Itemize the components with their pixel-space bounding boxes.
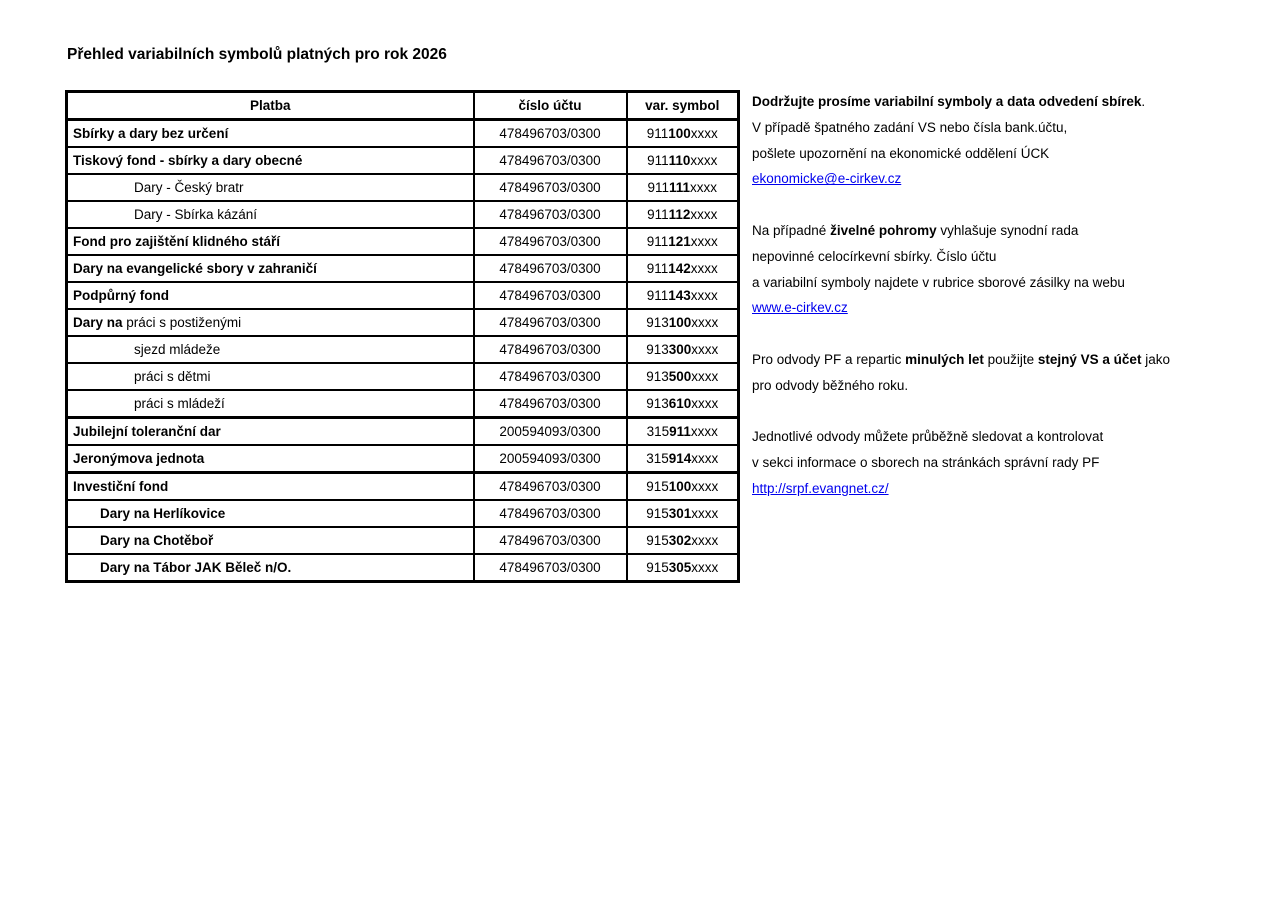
note-line <box>752 476 1222 502</box>
account-cell: 478496703/0300 <box>474 201 627 228</box>
vs-mid: 500 <box>668 369 692 384</box>
note-block <box>752 347 1222 399</box>
note-text-segment: pošlete upozornění na ekonomické oddělení ÚCK <box>752 145 1050 161</box>
vs-mid: 100 <box>668 315 692 330</box>
payment-cell <box>67 554 474 582</box>
account-cell: 478496703/0300 <box>474 473 627 501</box>
account-cell: 478496703/0300 <box>474 390 627 418</box>
vs-cell <box>627 255 739 282</box>
payment-cell <box>67 390 474 418</box>
vs-cell <box>627 473 739 501</box>
vs-mid: 610 <box>668 396 692 411</box>
vs-cell <box>627 390 739 418</box>
vs-mid: 143 <box>668 288 691 303</box>
table-row <box>67 228 739 255</box>
column-header-cislo-uctu: číslo účtu <box>474 92 627 120</box>
payment-label-segment: Tiskový fond - sbírky a dary obecné <box>73 153 303 168</box>
vs-prefix: 911 <box>646 126 669 141</box>
notes-panel <box>752 89 1222 502</box>
account-cell: 478496703/0300 <box>474 282 627 309</box>
note-block <box>752 89 1222 192</box>
account-cell: 478496703/0300 <box>474 255 627 282</box>
note-text-segment: v sekci informace o sborech na stránkách správní rady PF <box>752 455 1100 471</box>
note-text-segment: Dodržujte prosíme variabilní symboly a data odvedení sbírek <box>752 94 1142 109</box>
vs-prefix: 315 <box>646 451 669 466</box>
payment-cell <box>67 336 474 363</box>
note-text-segment: . <box>1141 94 1146 109</box>
column-header-platba: Platba <box>67 92 474 120</box>
payment-cell <box>67 282 474 309</box>
table-row <box>67 473 739 501</box>
vs-suffix: xxxx <box>690 180 718 195</box>
vs-mid: 302 <box>668 533 692 548</box>
payment-cell <box>67 445 474 473</box>
vs-mid: 914 <box>668 451 692 466</box>
vs-cell <box>627 554 739 582</box>
payment-label-segment: Fond pro zajištění klidného stáří <box>73 234 281 249</box>
note-block <box>752 218 1222 321</box>
payment-label-segment: Dary - Sbírka kázání <box>134 207 258 222</box>
note-line <box>752 141 1222 167</box>
vs-suffix: xxxx <box>691 560 719 575</box>
payment-label-segment: Dary - Český bratr <box>134 180 244 195</box>
table-row <box>67 418 739 446</box>
account-cell: 478496703/0300 <box>474 554 627 582</box>
note-line <box>752 89 1222 115</box>
note-text-segment: V případě špatného zadání VS nebo čísla bank.účtu, <box>752 119 1068 135</box>
account-cell: 478496703/0300 <box>474 147 627 174</box>
vs-mid: 112 <box>668 207 691 222</box>
payment-label-segment: Investiční fond <box>73 479 169 494</box>
payment-label-segment: práci s dětmi <box>134 369 211 384</box>
note-line <box>752 295 1222 321</box>
vs-suffix: xxxx <box>691 315 719 330</box>
vs-cell <box>627 147 739 174</box>
account-cell: 478496703/0300 <box>474 363 627 390</box>
vs-cell <box>627 174 739 201</box>
payment-label-segment: sjezd mládeže <box>134 342 221 357</box>
note-text-segment: použijte <box>983 351 1038 367</box>
account-cell: 478496703/0300 <box>474 500 627 527</box>
vs-cell <box>627 120 739 148</box>
payment-label-segment: Podpůrný fond <box>73 288 169 303</box>
note-text-segment: a variabilní symboly najdete v rubrice sborové zásilky na webu <box>752 274 1125 290</box>
note-line <box>752 166 1222 192</box>
account-cell: 478496703/0300 <box>474 120 627 148</box>
payment-cell <box>67 527 474 554</box>
payment-label-segment: práci s postiženými <box>126 315 242 330</box>
payment-label-segment: Dary na Herlíkovice <box>100 506 226 521</box>
account-cell: 478496703/0300 <box>474 527 627 554</box>
vs-suffix: xxxx <box>690 126 718 141</box>
table-row <box>67 120 739 148</box>
table-row <box>67 527 739 554</box>
note-text-segment: vyhlašuje synodní rada <box>936 222 1079 238</box>
payment-label-segment: Sbírky a dary bez určení <box>73 126 229 141</box>
vs-cell <box>627 363 739 390</box>
payment-label-segment: Dary na evangelické sbory v zahraničí <box>73 261 317 276</box>
payment-label-segment: Jubilejní toleranční dar <box>73 424 221 439</box>
note-text-segment: jako <box>1141 351 1170 367</box>
vs-suffix: xxxx <box>691 342 719 357</box>
note-line <box>752 244 1222 270</box>
vs-prefix: 915 <box>646 506 669 521</box>
vs-prefix: 911 <box>647 180 669 195</box>
vs-prefix: 913 <box>646 369 669 384</box>
table-row <box>67 500 739 527</box>
table-row <box>67 309 739 336</box>
note-line <box>752 424 1222 450</box>
vs-mid: 100 <box>668 479 692 494</box>
account-cell: 478496703/0300 <box>474 309 627 336</box>
column-header-var-symbol: var. symbol <box>627 92 739 120</box>
vs-prefix: 915 <box>646 533 669 548</box>
note-text-segment: nepovinné celocírkevní sbírky. Číslo účtu <box>752 248 997 264</box>
table-row <box>67 390 739 418</box>
account-cell: 478496703/0300 <box>474 228 627 255</box>
note-text-segment: pro odvody běžného roku. <box>752 377 909 393</box>
vs-prefix: 913 <box>646 396 669 411</box>
vs-mid: 911 <box>669 424 691 439</box>
vs-suffix: xxxx <box>691 451 719 466</box>
vs-prefix: 913 <box>646 342 669 357</box>
payment-cell <box>67 418 474 446</box>
vs-cell <box>627 309 739 336</box>
account-cell: 478496703/0300 <box>474 336 627 363</box>
vs-suffix: xxxx <box>691 479 719 494</box>
vs-prefix: 911 <box>646 234 669 249</box>
vs-cell <box>627 418 739 446</box>
vs-suffix: xxxx <box>690 424 718 439</box>
payment-label-segment: Dary na Chotěboř <box>100 533 214 548</box>
payment-cell <box>67 363 474 390</box>
vs-mid: 142 <box>668 261 691 276</box>
table-row <box>67 201 739 228</box>
vs-mid: 100 <box>668 126 691 141</box>
payment-cell <box>67 147 474 174</box>
note-line <box>752 347 1222 373</box>
note-text-segment: Pro odvody PF a repartic <box>752 351 906 367</box>
note-line <box>752 270 1222 296</box>
vs-suffix: xxxx <box>690 288 718 303</box>
table-row <box>67 255 739 282</box>
vs-mid: 121 <box>668 234 691 249</box>
vs-cell <box>627 201 739 228</box>
table-row <box>67 147 739 174</box>
payment-cell <box>67 255 474 282</box>
vs-prefix: 911 <box>647 207 669 222</box>
payment-label-segment: Dary na Tábor JAK Běleč n/O. <box>100 560 292 575</box>
payment-cell <box>67 309 474 336</box>
note-link[interactable]: ekonomicke@e-cirkev.cz <box>752 171 902 187</box>
table-row <box>67 174 739 201</box>
table-header-row <box>67 92 739 120</box>
vs-cell <box>627 336 739 363</box>
vs-prefix: 915 <box>646 560 669 575</box>
vs-cell <box>627 527 739 554</box>
vs-cell <box>627 282 739 309</box>
vs-mid: 300 <box>668 342 692 357</box>
vs-suffix: xxxx <box>691 369 719 384</box>
payment-label-segment: práci s mládeží <box>134 396 225 411</box>
vs-prefix: 915 <box>646 479 669 494</box>
table-row <box>67 282 739 309</box>
vs-prefix: 913 <box>646 315 669 330</box>
vs-cell <box>627 445 739 473</box>
vs-mid: 305 <box>668 560 692 575</box>
table-row <box>67 554 739 582</box>
vs-mid: 110 <box>668 153 691 168</box>
page-title: Přehled variabilních symbolů platných pro rok 2026 <box>67 46 447 63</box>
payment-cell <box>67 201 474 228</box>
vs-prefix: 911 <box>647 153 669 168</box>
vs-mid: 301 <box>668 506 692 521</box>
vs-suffix: xxxx <box>691 396 719 411</box>
table-row <box>67 336 739 363</box>
payment-cell <box>67 228 474 255</box>
note-text-segment: živelné pohromy <box>830 222 937 238</box>
vs-suffix: xxxx <box>691 506 719 521</box>
note-text-segment: minulých let <box>905 351 984 367</box>
vs-prefix: 315 <box>646 424 670 439</box>
payment-cell <box>67 174 474 201</box>
note-link[interactable]: http://srpf.evangnet.cz/ <box>752 480 889 496</box>
note-line <box>752 115 1222 141</box>
vs-prefix: 911 <box>646 288 669 303</box>
vs-suffix: xxxx <box>690 234 718 249</box>
account-cell: 200594093/0300 <box>474 445 627 473</box>
vs-prefix: 911 <box>646 261 669 276</box>
vs-suffix: xxxx <box>690 153 718 168</box>
vs-suffix: xxxx <box>690 207 718 222</box>
note-line <box>752 450 1222 476</box>
account-cell: 478496703/0300 <box>474 174 627 201</box>
vs-cell <box>627 500 739 527</box>
table-row <box>67 363 739 390</box>
note-line <box>752 373 1222 399</box>
note-text-segment: Na případné <box>752 222 831 238</box>
note-line <box>752 218 1222 244</box>
vs-suffix: xxxx <box>690 261 718 276</box>
payment-label-segment: Dary na <box>73 315 127 330</box>
vs-cell <box>627 228 739 255</box>
payment-cell <box>67 500 474 527</box>
variable-symbols-table <box>65 90 740 583</box>
table-row <box>67 445 739 473</box>
payment-cell <box>67 120 474 148</box>
table-body <box>67 120 739 582</box>
payment-label-segment: Jeronýmova jednota <box>73 451 205 466</box>
vs-mid: 111 <box>668 180 691 195</box>
note-text-segment: stejný VS a účet <box>1037 351 1142 367</box>
note-text-segment: Jednotlivé odvody můžete průběžně sledovat a kontrolovat <box>752 429 1104 445</box>
note-link[interactable]: www.e-cirkev.cz <box>752 300 848 316</box>
account-cell: 200594093/0300 <box>474 418 627 446</box>
vs-suffix: xxxx <box>691 533 719 548</box>
payment-cell <box>67 473 474 501</box>
note-block <box>752 424 1222 501</box>
